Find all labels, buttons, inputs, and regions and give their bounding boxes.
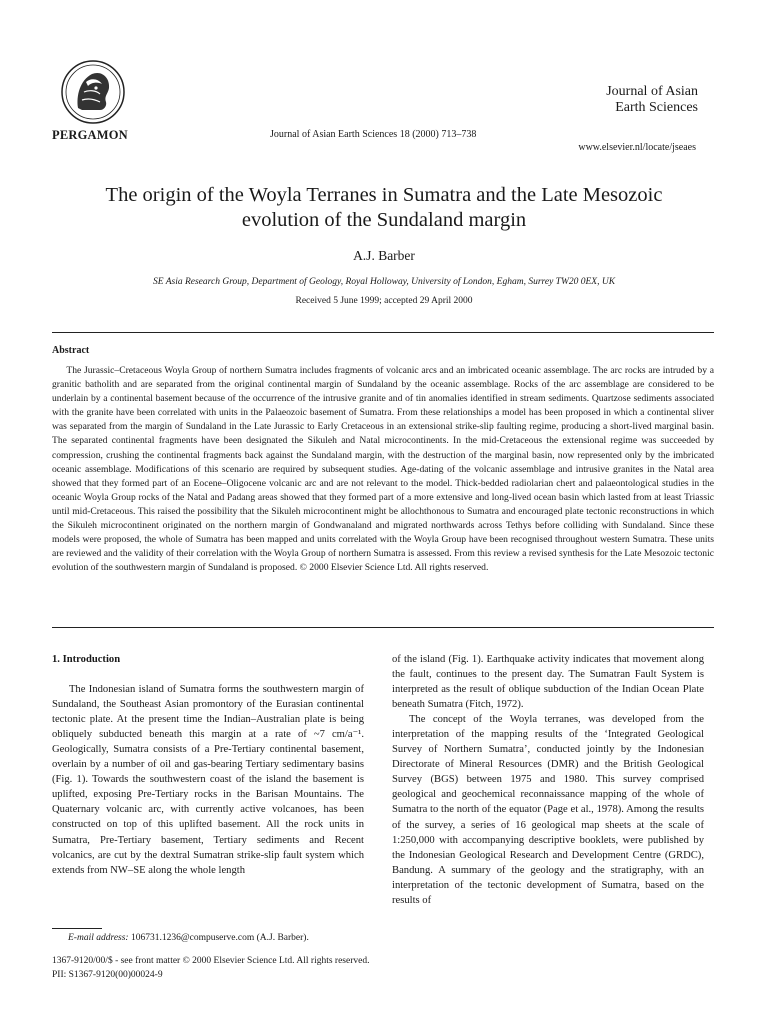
abstract-text: The Jurassic–Cretaceous Woyla Group of northern Sumatra includes fragments of volcanic arcs and an imbricated oceanic assemblage. The arc rocks are intruded by a granitic batholith and are separated from the original continental margin of Sundaland by the oceanic assemblage. Rocks of the arc assemblage are considered to be underlain by a continental basement because of the occurrence of the intrusive granite and of tin anomalies identified in stream sediments. Quartzose sediments associated with the granite have been correlated with units in the Palaeozoic basement of Sumatra. From these relationships a model has been proposed in which a continental sliver was separated from the margin of Sundaland in the Late Jurassic to Early Cretaceous in an extensional strike-slip faulting regime, producing a short-lived marginal basin. The separated continental fragments have been designated the Sikuleh and Natal microcontinents. In the mid-Cretaceous the extensional regime was succeeded by compression, crushing the continental fragments back against the Sundaland margin, with the destruction of the marginal basin, now represented only by the imbricated oceanic assemblage. Modifications of this scenario are required by subsequent studies. Age-dating of the volcanic assemblage and intrusive granites in the Natal area showed that they formed part of an Eocene–Oligocene volcanic arc and are not relevant to the model. Thick-bedded radiolarian chert and palaeontological studies in the oceanic Woyla Group rocks of the Natal and Padang areas showed that they formed part of a more extensive and long-lived ocean basin which lasted from at least Triassic until mid-Cretaceous. This raised the possibility that the Sikuleh microcontinent might be allochthonous to Sumatra and encouraged plate tectonic reconstructions in which the Sikuleh microcontinent originated on the northern margin of Gondwanaland and migrated northwards across Tethys before colliding with Sundaland. Since these models were proposed, the whole of Sumatra has been mapped and units correlated with the Woyla Group have been recognised throughout western Sumatra. These units are reviewed and the validity of their correlation with the Woyla Group of northern Sumatra is assessed. From this review a revised synthesis for the Late Mesozoic tectonic evolution of the southwestern margin of Sundaland is proposed. © 2000 Elsevier Science Ltd. All rights reserved. xyxy=(52,365,714,574)
affiliation: SE Asia Research Group, Department of Geology, Royal Holloway, University of London, Egham, Surrey TW20 0EX, UK xyxy=(152,277,616,287)
footnote-divider xyxy=(52,928,102,929)
footnote-email xyxy=(68,933,309,943)
journal-name-line2: Earth Sciences xyxy=(615,100,698,115)
body-paragraph: The Indonesian island of Sumatra forms the southwestern margin of Sundaland, the Southeast Asian promontory of the Eurasian continental tectonic plate. At the present time the Indian–Australian plate is being obliquely subducted beneath this margin at a rate of ~7 cm/a⁻¹. Geologically, Sumatra consists of a Pre-Tertiary continental basement, overlain by a number of oil and gas-bearing Tertiary sedimentary basins (Fig. 1). Towards the southwestern coast of the island the basement is uplifted, exposing Pre-Tertiary rocks in the Barisan Mountains. The Quaternary volcanic arc, with currently active volcanoes, has been constructed on top of this uplifted basement. All the rock units in Sumatra, Pre-Tertiary basement, Tertiary sediments and Recent volcanics, are cut by the dextral Sumatran strike-slip fault system which extends from NW–SE along the whole length xyxy=(52,684,364,876)
author: A.J. Barber xyxy=(353,248,415,263)
pergamon-logo xyxy=(60,58,126,126)
body-paragraph: The concept of the Woyla terranes, was developed from the interpretation of the mapping results of the ‘Integrated Geological Survey of Northern Sumatra’, conducted jointly by the Indonesian Directorate of Mineral Resources (DMR) and the British Geological Survey (BGS) between 1975 and 1980. This survey comprised geological and geochemical reconnaissance mapping of the whole of Sumatra to the north of the equator (Page et al., 1978). Among the results of the survey, a series of 16 geological map sheets at the scale of 1:250,000 with accompanying descriptive booklets, were published by the Indonesian Geological Research and Development Centre (GRDC), Bandung. A summary of the geology and the stratigraphy, with an interpretation of the tectonic development of Sumatra, based on the results of xyxy=(392,714,704,906)
body-column-left xyxy=(52,652,364,878)
title-line2: evolution of the Sundaland margin xyxy=(241,209,527,231)
publisher-name: PERGAMON xyxy=(52,128,128,142)
journal-reference: Journal of Asian Earth Sciences 18 (2000) 713–738 xyxy=(270,129,477,140)
email-address[interactable]: 106731.1236@compuserve.com (A.J. Barber). xyxy=(128,933,309,943)
journal-name-line1: Journal of Asian xyxy=(606,84,698,99)
article-title xyxy=(40,183,728,233)
received-dates: Received 5 June 1999; accepted 29 April 2000 xyxy=(295,296,473,306)
section-heading: 1. Introduction xyxy=(52,654,121,665)
pii-line: PII: S1367-9120(00)00024-9 xyxy=(52,970,163,980)
abstract-heading: Abstract xyxy=(52,345,90,356)
issn-line: 1367-9120/00/$ - see front matter © 2000 Elsevier Science Ltd. All rights reserved. xyxy=(52,956,370,966)
title-line1: The origin of the Woyla Terranes in Sumatra and the Late Mesozoic xyxy=(105,184,663,206)
abstract-top-divider xyxy=(52,332,714,333)
email-label: E-mail address: xyxy=(68,933,129,943)
journal-url[interactable]: www.elsevier.nl/locate/jseaes xyxy=(578,142,696,153)
journal-name xyxy=(498,84,698,116)
abstract-bottom-divider xyxy=(52,627,714,628)
body-column-right xyxy=(392,652,704,908)
body-paragraph: of the island (Fig. 1). Earthquake activity indicates that movement along the fault, continues to the present day. The Sumatran Fault System is interpreted as the result of oblique subduction of the Indian Ocean Plate beneath Sumatra (Fitch, 1972). xyxy=(392,654,704,711)
